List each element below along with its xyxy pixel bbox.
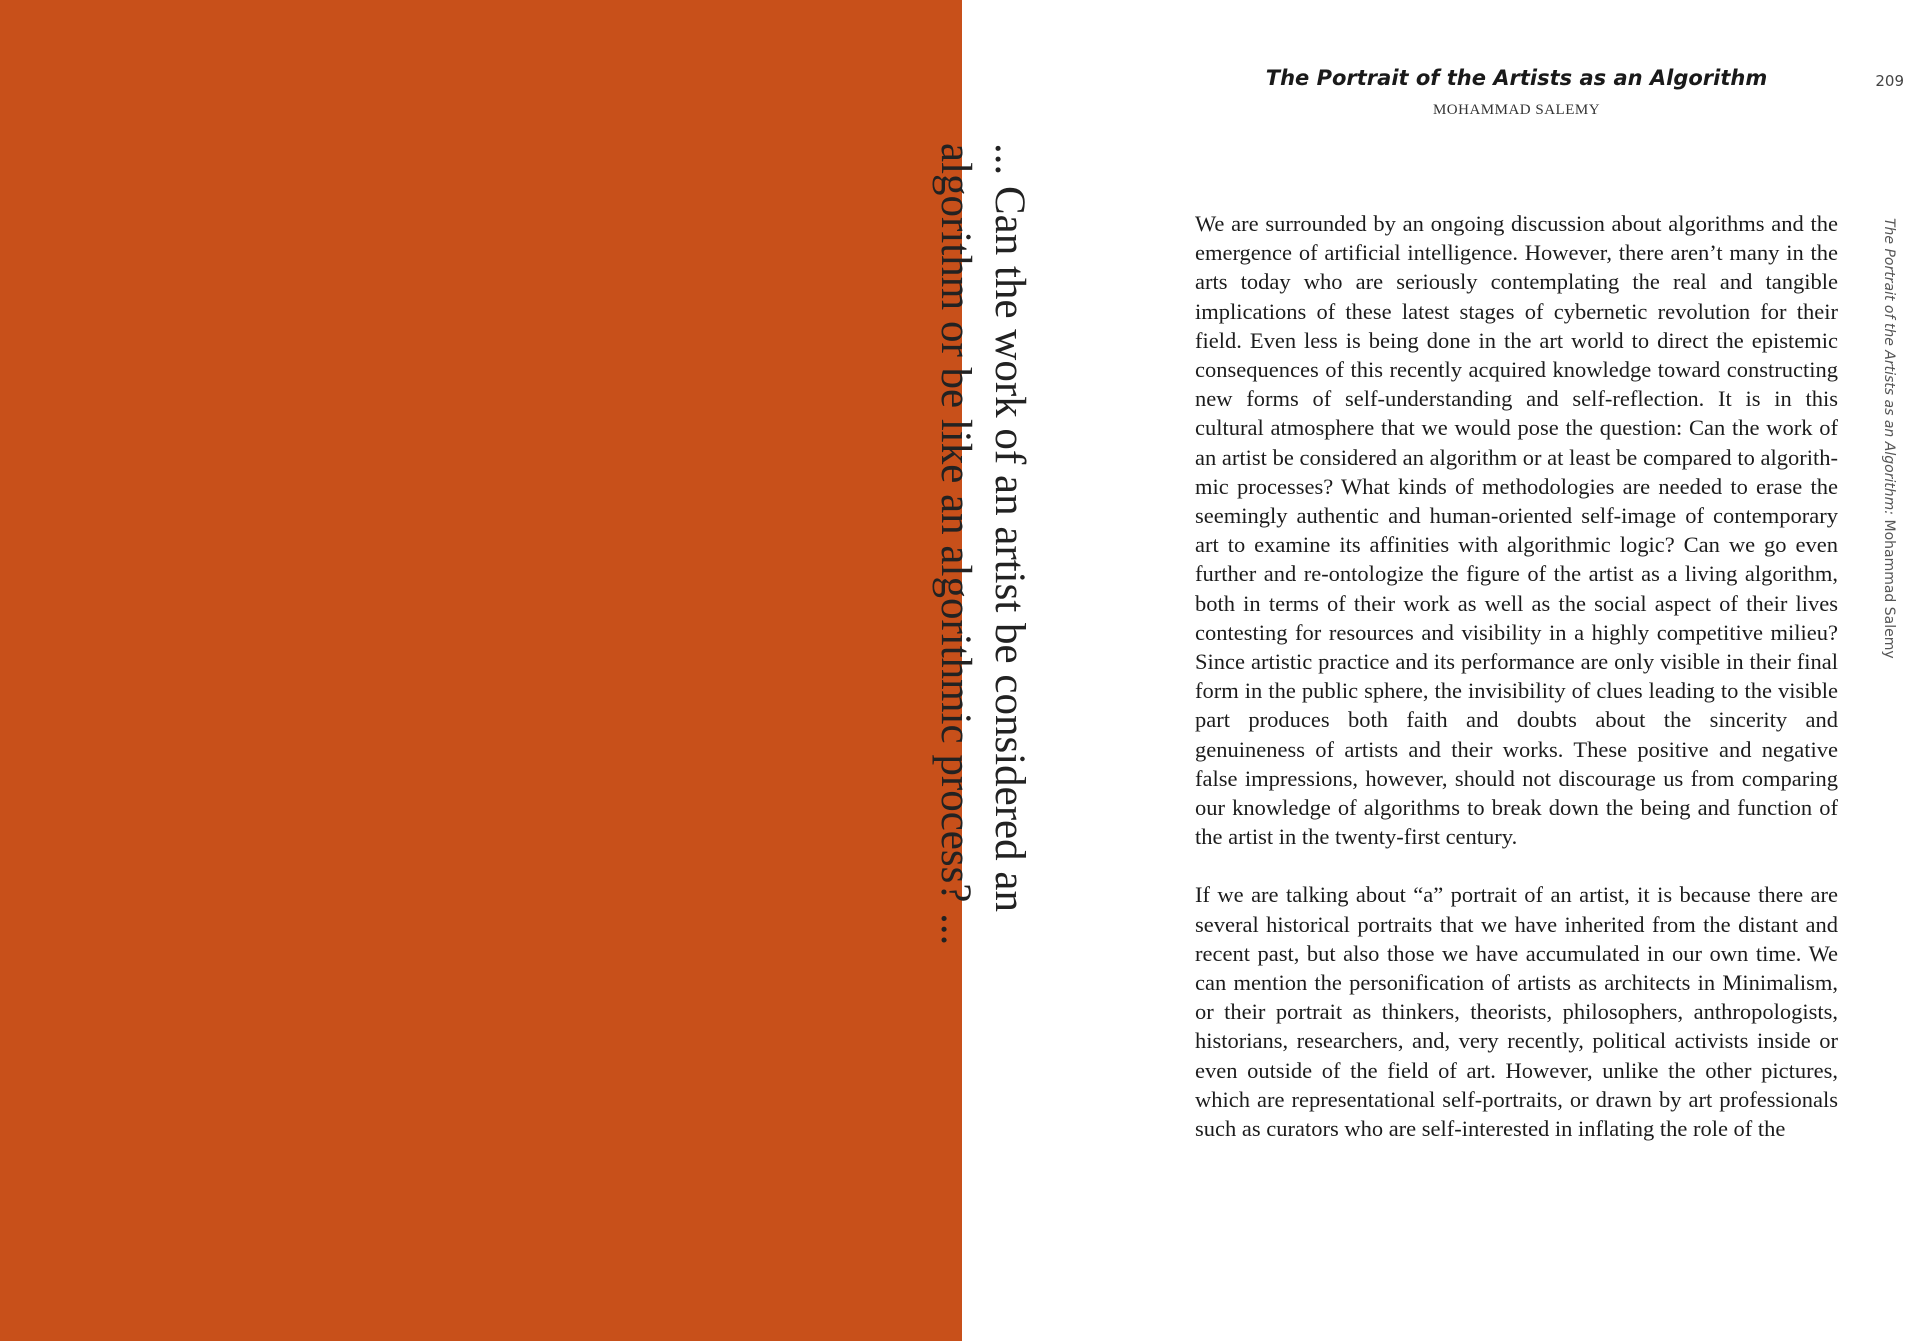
- running-title: The Portrait of the Artists as an Algorithm: [1265, 66, 1768, 90]
- body-paragraph-2: If we are talking about “a” portrait of an artist, it is because there are several historical portraits that we have inherited from the distant and recent past, but also those we have accumulated in our own time. We can mention the personification of artists as architects in Minimalism, or their portrait as thinkers, theorists, philosophers, anthropologists, historians, researchers, and, very recently, political activists inside or even outside of the field of art. However, unlike the other pictures, which are representational self-portraits, or drawn by art professionals such as curators who are self-interested in inflating the role of the: [1195, 882, 1838, 1142]
- vertical-pull-quote: [928, 143, 1036, 1085]
- running-author: MOHAMMAD SALEMY: [1432, 102, 1601, 118]
- pull-quote-line-2: algorithm or be like an algorithmic process? ...: [932, 143, 979, 946]
- body-text: [1195, 209, 1838, 1172]
- side-running-head-author: Mohammad Salemy: [1881, 519, 1897, 659]
- page-number: 209: [1875, 72, 1904, 90]
- pull-quote-line-1: ... Can the work of an artist be considered an: [986, 143, 1033, 912]
- side-running-head-title: The Portrait of the Artists as an Algorithm:: [1881, 218, 1897, 516]
- side-running-head: [1881, 218, 1897, 659]
- body-paragraph-1: We are surrounded by an ongoing discussion about algorithms and the emergence of artificial intelligence. However, there aren’t many in the arts today who are seriously contemplating the real and tangible implications of these latest stages of cybernetic revolution for their field. Even less is being done in the art world to direct the epistemic consequences of this recently acquired knowledge toward constructing new forms of self-understanding and self-reflection. It is in this cultural atmosphere that we would pose the question: Can the work of an artist be considered an algorithm or at least be compared to algorithmic processes? What kinds of methodologies are needed to erase the seemingly authentic and human-oriented self-image of contemporary art to examine its affinities with algorithmic logic? Can we go even further and re-ontologize the figure of the artist as a living algorithm, both in terms of their work as well as the social aspect of their lives contesting for resources and visibility in a highly competitive milieu? Since artistic practice and its performance are only visible in their final form in the public sphere, the invisibility of clues leading to the visible part produces both faith and doubts about the sincerity and genuineness of artists and their works. These positive and negative false impressions, however, should not discourage us from comparing our knowledge of algorithms to break down the being and function of the artist in the twenty-first century.: [1195, 211, 1838, 850]
